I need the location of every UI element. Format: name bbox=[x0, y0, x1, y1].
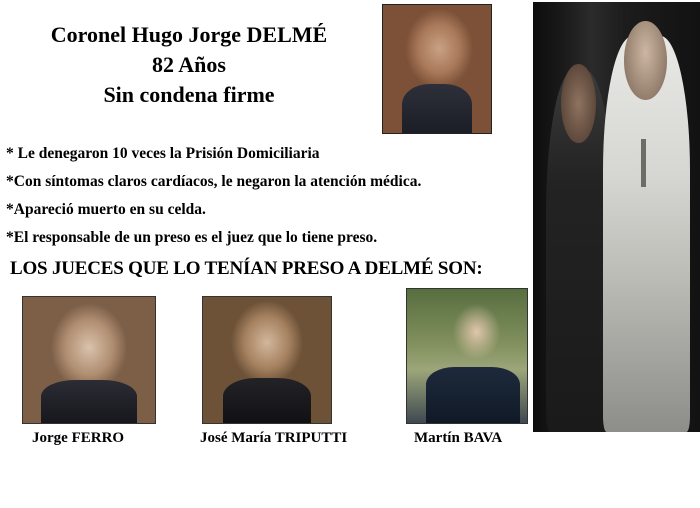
page-title bbox=[0, 20, 378, 110]
portrait-photo-triputti-image bbox=[203, 297, 331, 423]
portrait-photo-ferro-image bbox=[23, 297, 155, 423]
title-line-1: Coronel Hugo Jorge DELMÉ bbox=[50, 22, 328, 47]
bullet-item-3: *Apareció muerto en su celda. bbox=[6, 201, 206, 218]
arrest-photo-delme-image bbox=[533, 2, 700, 432]
judges-heading: LOS JUECES QUE LO TENÍAN PRESO A DELMÉ SON: bbox=[10, 258, 483, 279]
portrait-photo-bava-image bbox=[407, 289, 527, 423]
judge-name-bava: Martín BAVA bbox=[414, 430, 503, 446]
bullet-item-1: * Le denegaron 10 veces la Prisión Domiciliaria bbox=[6, 145, 320, 162]
judge-name-ferro: Jorge FERRO bbox=[32, 430, 125, 446]
judge-card-triputti bbox=[202, 296, 347, 447]
judge-name-triputti: José María TRIPUTTI bbox=[200, 430, 348, 446]
title-line-3: Sin condena firme bbox=[103, 82, 275, 107]
portrait-photo-delme bbox=[382, 4, 492, 134]
portrait-photo-bava bbox=[406, 288, 528, 424]
judge-card-ferro bbox=[22, 296, 156, 447]
portrait-photo-ferro bbox=[22, 296, 156, 424]
portrait-photo-delme-image bbox=[383, 5, 491, 133]
judge-card-bava bbox=[406, 288, 528, 447]
detainee-figure bbox=[603, 36, 690, 432]
arrest-photo-delme bbox=[533, 2, 700, 432]
title-line-2: 82 Años bbox=[152, 52, 226, 77]
portrait-photo-triputti bbox=[202, 296, 332, 424]
bullet-item-2: *Con síntomas claros cardíacos, le negaron la atención médica. bbox=[6, 173, 422, 190]
bullet-item-4: *El responsable de un preso es el juez que lo tiene preso. bbox=[6, 229, 378, 246]
bullet-list bbox=[6, 140, 536, 252]
